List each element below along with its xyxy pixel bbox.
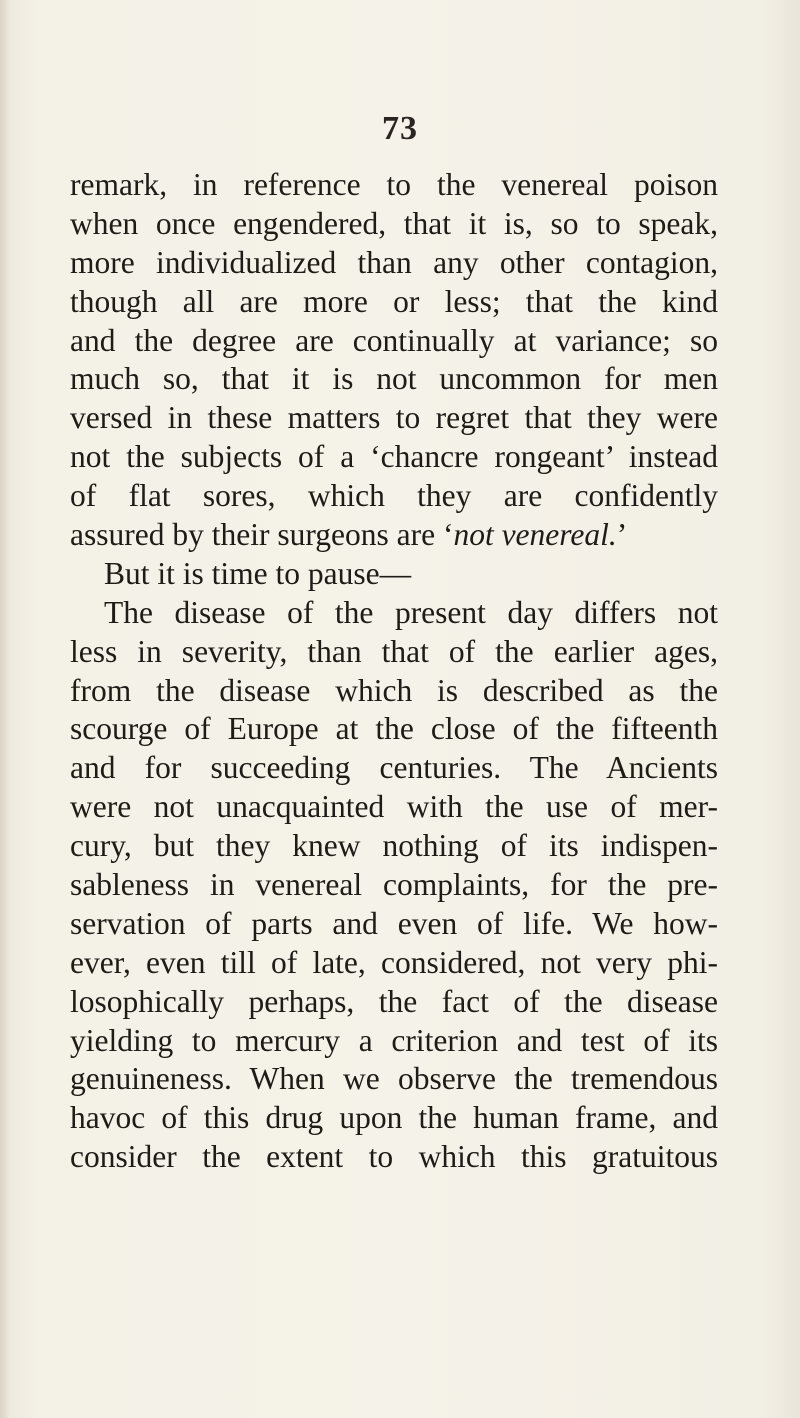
- text-line: less in severity, than that of the earlier ages,: [70, 633, 718, 669]
- page-number: 73: [382, 110, 418, 147]
- emphasized-text: not venereal.: [453, 517, 617, 553]
- text-line: more individualized than any other contagion,: [70, 244, 718, 280]
- page-edge-shadow: [0, 0, 10, 1418]
- text-line: cury, but they knew nothing of its indispen-: [70, 828, 718, 864]
- text-line: havoc of this drug upon the human frame, and: [70, 1100, 718, 1136]
- text-line: The disease of the present day differs not: [104, 594, 718, 630]
- text-line: of flat sores, which they are confidently: [70, 478, 718, 514]
- text-line: But it is time to pause—: [104, 555, 412, 591]
- text-fragment: assured by their surgeons are ‘: [70, 517, 454, 553]
- text-line: from the disease which is described as the: [70, 672, 718, 708]
- text-line-with-emphasis: [70, 516, 718, 555]
- text-line: though all are more or less; that the kind: [70, 283, 718, 319]
- text-line: not the subjects of a ‘chancre rongeant’ instead: [70, 439, 718, 475]
- text-line: when once engendered, that it is, so to speak,: [70, 205, 718, 241]
- text-line: sableness in venereal complaints, for the pre-: [70, 867, 718, 903]
- text-line: much so, that it is not uncommon for men: [70, 361, 718, 397]
- text-line: and the degree are continually at variance; so: [70, 322, 718, 358]
- text-line: ever, even till of late, considered, not very phi-: [70, 944, 718, 980]
- text-line: versed in these matters to regret that they were: [70, 400, 718, 436]
- text-line: remark, in reference to the venereal poison: [70, 167, 718, 202]
- text-line: scourge of Europe at the close of the fifteenth: [70, 711, 718, 747]
- text-line: servation of parts and even of life. We how-: [70, 905, 718, 941]
- text-line: were not unacquainted with the use of mer-: [70, 789, 718, 825]
- text-line: losophically perhaps, the fact of the disease: [70, 983, 718, 1019]
- text-line: genuineness. When we observe the tremendous: [70, 1061, 718, 1097]
- text-line: consider the extent to which this gratuitous: [70, 1139, 718, 1175]
- text-line: and for succeeding centuries. The Ancients: [70, 750, 718, 786]
- body-text: [70, 166, 718, 1177]
- text-line: yielding to mercury a criterion and test of its: [70, 1022, 718, 1058]
- text-fragment: ’: [616, 517, 628, 553]
